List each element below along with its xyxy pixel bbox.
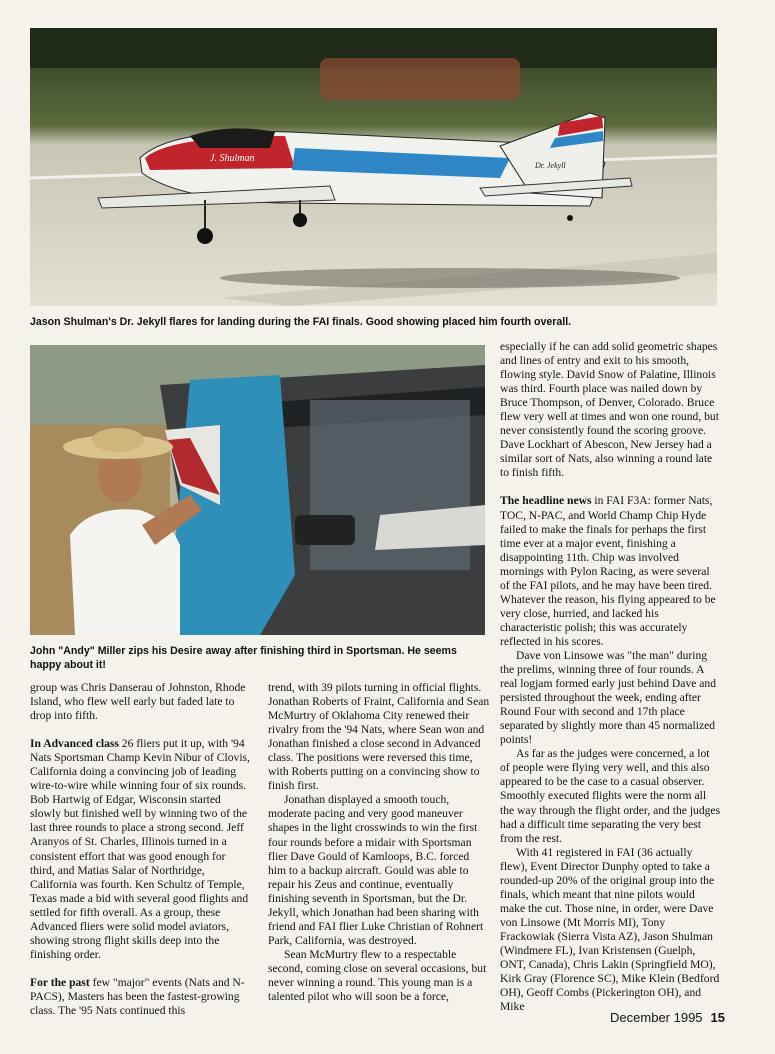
- paragraph: For the past few "major" events (Nats and N-PACS), Masters has been the fastest-growing class. The '95 Nats continued this: [30, 975, 245, 1017]
- article-column-1: [30, 681, 252, 1018]
- article-column-2: [268, 681, 490, 1004]
- paragraph: Sean McMurtry flew to a respectable second, coming close on several occasions, but never winning a round. This young man is a talented pilot who will soon be a force,: [268, 947, 487, 1004]
- photo-plane-landing: [30, 28, 717, 306]
- paragraph: The headline news in FAI F3A: former Nats, TOC, N-PAC, and World Champ Chip Hyde failed to make the finals for perhaps the first time ever at a major event, finishing a disappointing 11th. Chip was involved mornings with Pylon Racing, as were several of the FAI pilots, and he may have been tired. Whatever the reason, his flying appeared to be very close, hurried, and lacked his characteristic polish; this was accurately reflected in his scores.: [500, 494, 716, 648]
- page-number: 15: [710, 1010, 725, 1025]
- wing-lettering: J. Shulman: [210, 153, 255, 164]
- paragraph: group was Chris Danserau of Johnston, Rhode Island, who flew well early but faded late to drop into fifth.: [30, 681, 246, 723]
- paragraph: With 41 registered in FAI (36 actually flew), Event Director Dunphy opted to take a rounded-up 20% of the original group into the finals, which meant that nine pilots would make the cut. Those nine, in order, were Dave von Linsowe (Mt Morris MI), Tony Frackowiak (Sierra Vista AZ), Jason Shulman (Windmere FL), Ivan Kristensen (Guelph, ONT, Canada), Chris Lakin (Springfield MO), Kirk Gray (Florence SC), Mike Klein (Bedford OH), Geoff Combs (Pickerington OH), and Mike: [500, 845, 720, 1014]
- issue-date: December 1995: [610, 1010, 703, 1025]
- paragraph: As far as the judges were concerned, a lot of people were flying very well, and this also appeared to be the case to a casual observer. Smoothly executed flights were the norm all the way through the flight order, and the judges had a difficult time separating the very best from the rest.: [500, 747, 721, 845]
- paragraph: Dave von Linsowe was "the man" during the prelims, winning three of four rounds. A real logjam formed early just behind Dave and persisted throughout the week, ending after Round Four with second and 17th place separated by slightly more than 45 normalized points!: [500, 648, 717, 747]
- paragraph: In Advanced class 26 fliers put it up, with '94 Nats Sportsman Champ Kevin Nibur of Clovis, California doing a convincing job of leading wire-to-wire while winning four of six rounds. Bob Hartwig of Edgar, Wisconsin started slowly but finished well by winning two of the last three rounds to place a strong second. Jeff Aranyos of St. Charles, Illinois turned in a consistent effort that was good enough for third, and Matias Salar of Northridge, California was fourth. Ken Schultz of Temple, Texas made a bid with several good flights and settled for fifth overall. As a group, these Advanced fliers were solid model aviators, showing strong flight skills deep into the finishing order.: [30, 737, 250, 961]
- paragraph: trend, with 39 pilots turning in official flights. Jonathan Roberts of Fraint, California and Sean McMurtry of Oklahoma City renewed their rivalry from the '94 Nats, where Sean won and Jonathan finished a close second in Advanced class. The positions were reversed this time, with Roberts putting on a convincing show to finish first.: [268, 681, 490, 793]
- paragraph: Jonathan displayed a smooth touch, moderate pacing and very good maneuver shapes in the light crosswinds to win the first four rounds before a midair with Sportsman flier Dave Gould of Kamloops, B.C. forced him to a backup aircraft. Gould was able to repair his Zeus and continue, eventually finishing seventh in Sportsman, but the Dr. Jekyll, which Jonathan had been sharing with friend and FAI flier Luke Christian of Rohnert Park, California, was destroyed.: [268, 793, 484, 947]
- tail-lettering: Dr. Jekyll: [535, 161, 566, 170]
- paragraph: especially if he can add solid geometric shapes and lines of entry and exit to his smooth, flowing style. David Snow of Palatine, Illinois was third. Fourth place was nailed down by Bruce Thompson, of Denver, Colorado. Bruce flew very well at times and won one round, but never consistently found the scoring groove. Dave Lockhart of Abescon, New Jersey had a similar sort of Nats, also winning a round late to finish fifth.: [500, 340, 719, 480]
- photo1-caption: Jason Shulman's Dr. Jekyll flares for landing during the FAI finals. Good showing placed him fourth overall.: [30, 316, 572, 328]
- article-column-3: [500, 340, 722, 1014]
- photo-pilot-with-plane: [30, 345, 485, 635]
- photo2-caption: John "Andy" Miller zips his Desire away after finishing third in Sportsman. He seems happy about it!: [30, 645, 457, 671]
- page-footer: [610, 1010, 725, 1025]
